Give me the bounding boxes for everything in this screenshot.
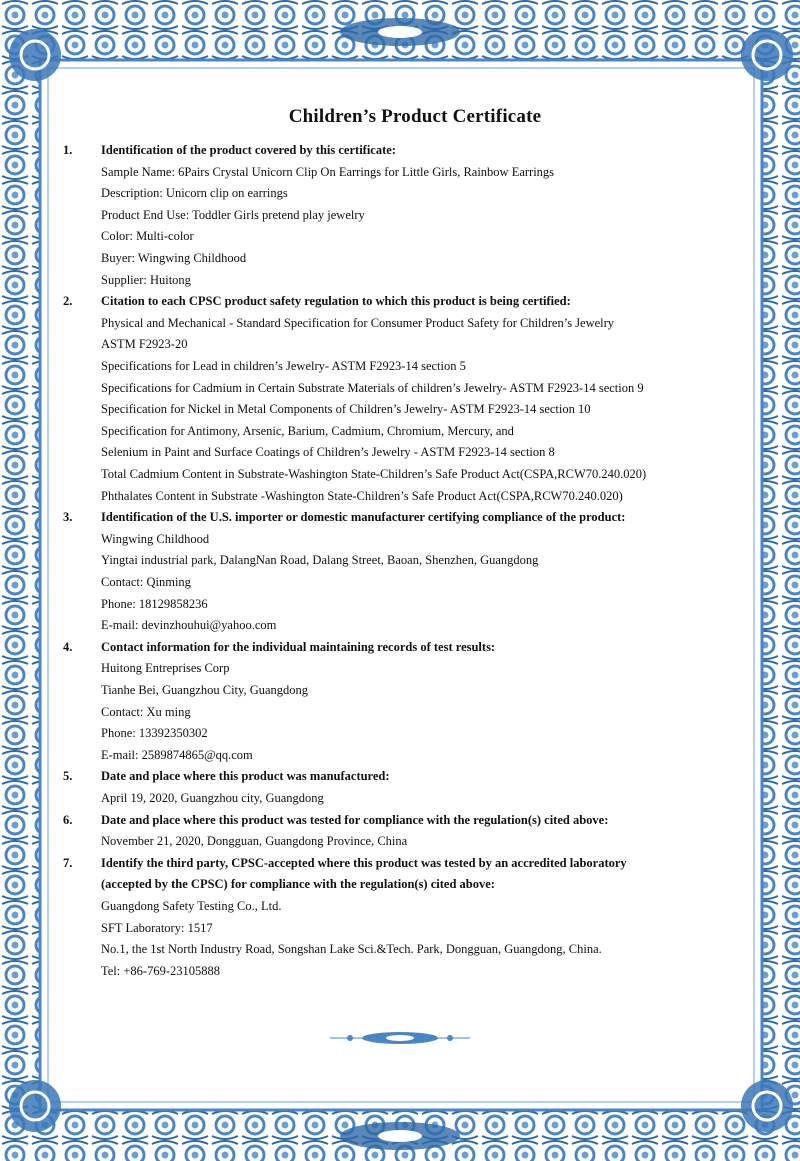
section-line: Wingwing Childhood — [101, 531, 210, 546]
section-line: Contact: Qinming — [101, 575, 191, 589]
section-line: Buyer: Wingwing Childhood — [101, 251, 247, 265]
section-line: Specification for Nickel in Metal Components of Children’s Jewelry- ASTM F2923-14 section 10 — [101, 402, 591, 417]
section-number: 3. — [63, 510, 73, 525]
section-number: 4. — [63, 639, 73, 654]
section-line: Total Cadmium Content in Substrate-Washington State-Children’s Safe Product Act(CSPA,RCW70.240.020) — [101, 467, 647, 481]
section-heading: Citation to each CPSC product safety regulation to which this product is being certified: — [101, 294, 571, 309]
section-line: Guangdong Safety Testing Co., Ltd. — [101, 899, 282, 913]
section-line: Tel: +86-769-23105888 — [101, 963, 221, 978]
section-line: Physical and Mechanical - Standard Specification for Consumer Product Safety for Children’s Jewelry — [101, 315, 615, 330]
section-line: E-mail: 2589874865@qq.com — [101, 747, 253, 762]
section-line: Contact: Xu ming — [101, 704, 191, 719]
section-line: Yingtai industrial park, DalangNan Road, Dalang Street, Baoan, Shenzhen, Guangdong — [101, 553, 539, 568]
section-heading: Identify the third party, CPSC-accepted where this product was tested by an accredited laboratory — [101, 855, 627, 870]
section-line: Description: Unicorn clip on earrings — [101, 186, 288, 201]
section-line: Specifications for Lead in children’s Jewelry- ASTM F2923-14 section 5 — [101, 359, 466, 373]
section-line: Tianhe Bei, Guangzhou City, Guangdong — [101, 683, 309, 697]
section-line: Product End Use: Toddler Girls pretend play jewelry — [101, 207, 365, 222]
section-line: Specification for Antimony, Arsenic, Barium, Cadmium, Chromium, Mercury, and — [101, 423, 514, 438]
section-heading-continued: (accepted by the CPSC) for compliance with the regulation(s) cited above: — [101, 877, 495, 892]
section-line: November 21, 2020, Dongguan, Guangdong Province, China — [101, 834, 408, 849]
page-title: Children’s Product Certificate — [288, 106, 542, 127]
section-heading: Date and place where this product was tested for compliance with the regulation(s) cited above: — [101, 812, 609, 827]
section-line: No.1, the 1st North Industry Road, Songshan Lake Sci.&Tech. Park, Dongguan, Guangdong, China. — [101, 942, 602, 957]
section-line: Color: Multi-color — [101, 229, 194, 244]
section-line: Huitong Entreprises Corp — [101, 661, 230, 676]
section-number: 6. — [63, 812, 73, 827]
section-line: ASTM F2923-20 — [101, 337, 188, 352]
section-line: Supplier: Huitong — [101, 272, 191, 287]
divider-ornament — [330, 1030, 470, 1046]
section-number: 1. — [63, 143, 73, 157]
section-heading: Identification of the U.S. importer or domestic manufacturer certifying compliance of the product: — [101, 510, 626, 525]
section-heading: Identification of the product covered by this certificate: — [101, 143, 396, 157]
section-line: Sample Name: 6Pairs Crystal Unicorn Clip On Earrings for Little Girls, Rainbow Earrings — [101, 164, 555, 179]
section-heading: Date and place where this product was manufactured: — [101, 769, 390, 784]
section-line: E-mail: devinzhouhui@yahoo.com — [101, 618, 277, 633]
section-number: 5. — [63, 769, 73, 784]
section-heading: Contact information for the individual maintaining records of test results: — [101, 639, 496, 654]
section-number: 2. — [63, 294, 73, 309]
section-line: Selenium in Paint and Surface Coatings of Children’s Jewelry - ASTM F2923-14 section 8 — [101, 445, 555, 460]
section-line: Specifications for Cadmium in Certain Substrate Materials of children’s Jewelry- ASTM F2923-14 section 9 — [101, 380, 644, 395]
section-number: 7. — [63, 855, 73, 870]
section-line: Phthalates Content in Substrate -Washington State-Children’s Safe Product Act(CSPA,RCW70.240.020) — [101, 488, 623, 503]
section-line: Phone: 13392350302 — [101, 726, 208, 741]
section-line: SFT Laboratory: 1517 — [101, 920, 213, 935]
section-line: April 19, 2020, Guangzhou city, Guangdong — [101, 791, 324, 805]
section-line: Phone: 18129858236 — [101, 596, 208, 611]
